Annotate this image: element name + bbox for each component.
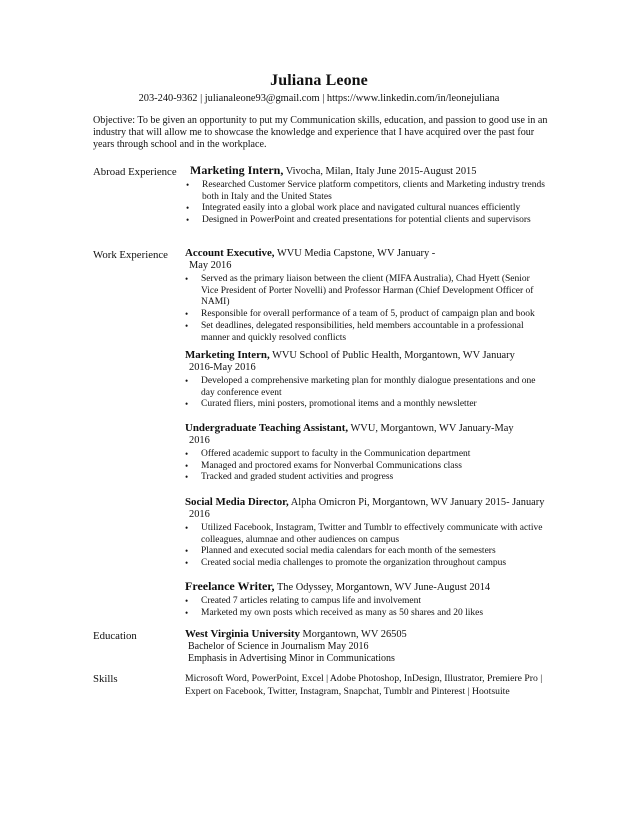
list-item: • Integrated easily into a global work place and navigated cultural nuances efficiently <box>186 203 552 215</box>
entry-date-continued: 2016 <box>189 509 210 520</box>
skills-line-1: Microsoft Word, PowerPoint, Excel | Adobe Photoshop, InDesign, Illustrator, Premiere Pro | <box>185 673 543 684</box>
entry-date-continued: 2016-May 2016 <box>189 362 256 373</box>
bullet-list <box>185 596 547 619</box>
entry-detail: Alpha Omicron Pi, Morgantown, WV January 2015- January <box>288 497 545 508</box>
section-label-abroad: Abroad Experience <box>93 166 177 178</box>
entry-detail: The Odyssey, Morgantown, WV June-August 2014 <box>274 582 491 593</box>
school-location: Morgantown, WV 26505 <box>299 629 407 640</box>
skills-entry <box>185 673 555 698</box>
school-name: West Virginia University <box>185 628 300 640</box>
list-item: • Created social media challenges to promote the organization throughout campus <box>185 558 547 570</box>
list-item: • Utilized Facebook, Instagram, Twitter and Tumblr to effectively communicate with active colleagues, alumnae and other audiences on campus <box>185 523 547 546</box>
minor-line: Emphasis in Advertising Minor in Communications <box>188 653 395 664</box>
bullet-list <box>185 274 547 344</box>
entry-heading <box>185 580 547 594</box>
objective-section <box>93 115 548 152</box>
contact-line: 203-240-9362 | julianaleone93@gmail.com | https://www.linkedin.com/in/leonejuliana <box>138 93 500 104</box>
degree-line: Bachelor of Science in Journalism May 2016 <box>188 641 369 652</box>
list-item: • Planned and executed social media calendars for each month of the semesters <box>185 546 547 558</box>
section-label-education: Education <box>93 630 137 642</box>
list-item: • Created 7 articles relating to campus life and involvement <box>185 596 547 608</box>
entry-title: Social Media Director, <box>185 496 289 508</box>
list-item: • Responsible for overall performance of a team of 5, product of campaign plan and book <box>185 309 547 321</box>
entry-heading <box>185 628 547 641</box>
bullet-list <box>186 180 552 227</box>
entry-title: Account Executive, <box>185 247 275 259</box>
list-item: • Set deadlines, delegated responsibilities, held members accountable in a professional manner and quickly resolved conflicts <box>185 321 547 344</box>
work-entry-teaching-assistant <box>185 422 547 484</box>
entry-date-continued: May 2016 <box>189 260 232 271</box>
entry-heading <box>185 496 547 509</box>
list-item: • Designed in PowerPoint and created presentations for potential clients and supervisors <box>186 215 552 227</box>
list-item: • Researched Customer Service platform competitors, clients and Marketing industry trends both in Italy and the United States <box>186 180 552 203</box>
abroad-entry <box>190 164 552 227</box>
work-entry-marketing-intern <box>185 349 547 411</box>
entry-title: Marketing Intern, <box>185 349 270 361</box>
bullet-list <box>185 449 547 484</box>
work-entry-account-executive <box>185 247 547 344</box>
education-entry <box>185 628 547 665</box>
list-item: • Marketed my own posts which received as many as 50 shares and 20 likes <box>185 608 547 620</box>
list-item: • Managed and proctored exams for Nonverbal Communications class <box>185 461 547 473</box>
entry-detail: WVU, Morgantown, WV January-May <box>348 423 514 434</box>
list-item: • Curated fliers, mini posters, promotional items and a monthly newsletter <box>185 399 547 411</box>
entry-date-continued: 2016 <box>189 435 210 446</box>
entry-title: Freelance Writer, <box>185 579 275 593</box>
objective-text: To be given an opportunity to put my Communication skills, education, and passion to good use in an industry that will allow me to showcase the knowledge and experience that I have acquired over the past four years through school and in the workplace. <box>93 115 548 151</box>
entry-detail: Vivocha, Milan, Italy June 2015-August 2015 <box>283 166 477 177</box>
entry-heading <box>185 247 547 260</box>
work-entry-freelance-writer <box>185 580 547 619</box>
objective-label: Objective: <box>93 115 136 126</box>
list-item: • Tracked and graded student activities and progress <box>185 472 547 484</box>
entry-detail: WVU Media Capstone, WV January - <box>274 248 436 259</box>
entry-title: Marketing Intern, <box>190 163 284 177</box>
resume-name: Juliana Leone <box>270 72 368 89</box>
list-item: • Offered academic support to faculty in the Communication department <box>185 449 547 461</box>
section-label-work: Work Experience <box>93 249 168 261</box>
bullet-list <box>185 523 547 570</box>
list-item: • Developed a comprehensive marketing plan for monthly dialogue presentations and one day conference event <box>185 376 547 399</box>
list-item: • Served as the primary liaison between the client (MIFA Australia), Chad Hyett (Senior Vice President of Porter Novelli) and Professor Harman (Chief Development Officer of NAMI) <box>185 274 547 309</box>
entry-title: Undergraduate Teaching Assistant, <box>185 422 349 434</box>
entry-heading <box>185 422 547 435</box>
section-label-skills: Skills <box>93 673 118 685</box>
bullet-list <box>185 376 547 411</box>
entry-detail: WVU School of Public Health, Morgantown, WV January <box>269 350 515 361</box>
skills-line-2: Expert on Facebook, Twitter, Instagram, Snapchat, Tumblr and Pinterest | Hootsuite <box>185 685 510 697</box>
entry-heading <box>185 349 547 362</box>
work-entry-social-media-director <box>185 496 547 570</box>
entry-heading <box>190 164 552 178</box>
